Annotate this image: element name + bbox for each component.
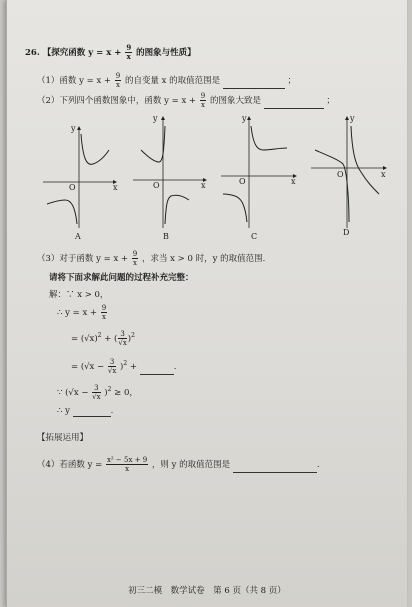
solution-line-2: ∴ y = x + $\frac{9}{x}$ xyxy=(57,304,107,321)
graph-a-letter: A xyxy=(75,232,81,241)
instruction: 请将下面求解此问题的过程补充完整： xyxy=(49,273,194,283)
exam-page xyxy=(6,0,407,607)
graph-d xyxy=(307,110,389,232)
answer-blank-2[interactable] xyxy=(264,108,324,109)
graph-a-y-label: y xyxy=(71,124,76,133)
graph-a xyxy=(39,120,119,232)
graph-c xyxy=(217,110,299,232)
graph-b-x-label: x xyxy=(201,181,206,190)
graph-d-y-label: y xyxy=(350,114,355,123)
graph-b-y-label: y xyxy=(153,114,158,123)
graph-d-x-label: x xyxy=(381,170,386,179)
part-2: （2）下列四个函数图象中，函数 y = x + $\frac{9}{x}$ 的图象大致是 ； xyxy=(37,92,335,109)
part-3: （3）对于函数 y = x + $\frac{9}{x}$ ，求当 x > 0 时，y 的取值范围. xyxy=(37,250,266,267)
extension-heading: 【拓展运用】 xyxy=(37,433,89,443)
part-4: （4）若函数 y = $\frac{\text{x² − 5x + 9}}{x}$ ，则 y 的取值范围是 . xyxy=(37,456,320,473)
solution-line-1: 解：∵ x > 0， xyxy=(49,290,109,300)
graph-b xyxy=(129,110,209,232)
answer-blank-4[interactable] xyxy=(73,416,111,417)
solution-line-3: = $(√x)^2$ + ( $\frac{3}{√x}$ )$^2$ xyxy=(71,330,135,347)
part-1: （1）函数 y = x + $\frac{9}{x}$ 的自变量 x 的取值范围是 ； xyxy=(37,72,297,89)
answer-blank-1[interactable] xyxy=(223,88,285,89)
graph-c-y-label: y xyxy=(242,114,247,123)
solution-line-4: = (√x − $\frac{3}{√x}$ )$^2$ + . xyxy=(71,358,177,375)
graph-b-origin: O xyxy=(153,181,160,190)
graph-a-origin: O xyxy=(69,183,76,192)
graph-d-origin: O xyxy=(337,170,344,179)
graph-c-origin: O xyxy=(239,177,246,186)
graph-c-letter: C xyxy=(251,232,258,241)
graph-a-x-label: x xyxy=(113,183,118,192)
question-title: 26. 【探究函数 y = x + $\frac{9}{x}$ 的图象与性质】 xyxy=(25,43,196,61)
page-footer: 初三二模 数学试卷 第 6 页（共 8 页） xyxy=(128,586,286,596)
graph-b-letter: B xyxy=(163,232,169,241)
graph-d-letter: D xyxy=(343,228,350,237)
graph-c-x-label: x xyxy=(291,177,296,186)
solution-line-6: ∴ y . xyxy=(57,406,114,416)
solution-line-5: ∵ (√x − $\frac{3}{√x}$ )$^2$ ≥ 0， xyxy=(57,384,138,401)
answer-blank-3[interactable] xyxy=(140,374,174,375)
answer-blank-5[interactable] xyxy=(233,472,317,473)
